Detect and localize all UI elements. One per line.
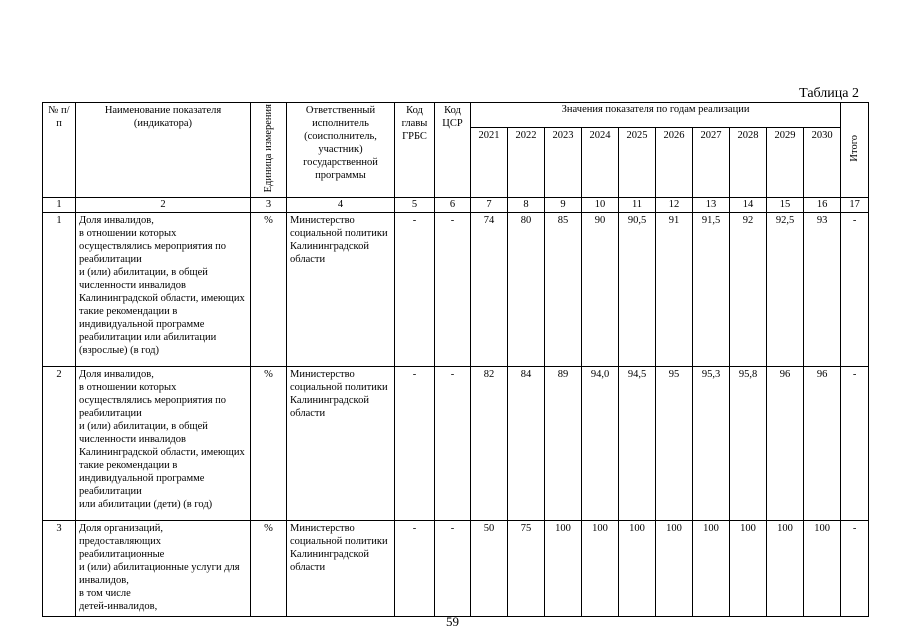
row-grbs: - — [395, 213, 435, 367]
row-value: 100 — [656, 521, 693, 617]
column-number: 16 — [804, 198, 841, 213]
row-value: 82 — [471, 367, 508, 521]
row-value: 96 — [804, 367, 841, 521]
column-number: 7 — [471, 198, 508, 213]
column-number: 17 — [841, 198, 869, 213]
table-row — [43, 213, 869, 367]
row-csr: - — [435, 367, 471, 521]
row-value: 100 — [619, 521, 656, 617]
row-total: - — [841, 521, 869, 617]
row-num: 3 — [43, 521, 76, 617]
row-value: 90,5 — [619, 213, 656, 367]
table-row — [43, 521, 869, 617]
row-value: 85 — [545, 213, 582, 367]
indicator-table — [42, 102, 869, 617]
row-indicator-name: Доля организаций, предоставляющих реабилитационные и (или) абилитационные услуги для инвалидов, в том числе детей-инвалидов, — [76, 521, 251, 617]
row-unit: % — [251, 521, 287, 617]
row-value: 92 — [730, 213, 767, 367]
header-year: 2023 — [545, 128, 582, 198]
page-number: 59 — [446, 614, 459, 629]
header-grbs: Код главы ГРБС — [395, 103, 435, 198]
row-value: 89 — [545, 367, 582, 521]
row-value: 100 — [582, 521, 619, 617]
header-year: 2025 — [619, 128, 656, 198]
header-year: 2022 — [508, 128, 545, 198]
column-numbers-row — [43, 198, 869, 213]
header-csr: Код ЦСР — [435, 103, 471, 198]
row-value: 100 — [804, 521, 841, 617]
table-row — [43, 367, 869, 521]
column-number: 2 — [76, 198, 251, 213]
row-value: 94,5 — [619, 367, 656, 521]
column-number: 12 — [656, 198, 693, 213]
table-label: Таблица 2 — [799, 86, 859, 101]
row-value: 50 — [471, 521, 508, 617]
column-number: 6 — [435, 198, 471, 213]
header-year: 2027 — [693, 128, 730, 198]
row-csr: - — [435, 213, 471, 367]
row-value: 100 — [545, 521, 582, 617]
header-name: Наименование показателя (индикатора) — [76, 103, 251, 198]
header-year: 2029 — [767, 128, 804, 198]
row-value: 84 — [508, 367, 545, 521]
row-value: 94,0 — [582, 367, 619, 521]
row-grbs: - — [395, 521, 435, 617]
row-value: 75 — [508, 521, 545, 617]
header-year: 2026 — [656, 128, 693, 198]
row-num: 2 — [43, 367, 76, 521]
row-indicator-name: Доля инвалидов, в отношении которых осуществлялись мероприятия по реабилитации и (или) абилитации, в общей численности инвалидов Калининградской области, имеющих такие рекомендации в индивидуальной программе реабилитации или абилитации (взрослые) (в год) — [76, 213, 251, 367]
column-number: 11 — [619, 198, 656, 213]
row-value: 95,8 — [730, 367, 767, 521]
header-num: № п/п — [43, 103, 76, 198]
row-value: 91,5 — [693, 213, 730, 367]
row-value: 100 — [767, 521, 804, 617]
header-year: 2021 — [471, 128, 508, 198]
header-unit — [251, 103, 287, 198]
column-number: 15 — [767, 198, 804, 213]
row-indicator-name: Доля инвалидов, в отношении которых осуществлялись мероприятия по реабилитации и (или) абилитации, в общей численности инвалидов Калининградской области, имеющих такие рекомендации в индивидуальной программе реабилитации или абилитации (дети) (в год) — [76, 367, 251, 521]
header-year: 2030 — [804, 128, 841, 198]
row-unit: % — [251, 213, 287, 367]
row-value: 91 — [656, 213, 693, 367]
row-value: 93 — [804, 213, 841, 367]
row-csr: - — [435, 521, 471, 617]
row-value: 100 — [693, 521, 730, 617]
row-value: 92,5 — [767, 213, 804, 367]
header-total — [841, 103, 869, 198]
column-number: 13 — [693, 198, 730, 213]
row-executor: Министерство социальной политики Калининградской области — [287, 367, 395, 521]
row-value: 74 — [471, 213, 508, 367]
row-unit: % — [251, 367, 287, 521]
column-number: 8 — [508, 198, 545, 213]
row-value: 90 — [582, 213, 619, 367]
row-num: 1 — [43, 213, 76, 367]
column-number: 5 — [395, 198, 435, 213]
header-row-1 — [43, 103, 869, 128]
row-value: 95,3 — [693, 367, 730, 521]
row-total: - — [841, 213, 869, 367]
header-year: 2028 — [730, 128, 767, 198]
column-number: 3 — [251, 198, 287, 213]
column-number: 14 — [730, 198, 767, 213]
row-executor: Министерство социальной политики Калининградской области — [287, 521, 395, 617]
column-number: 4 — [287, 198, 395, 213]
header-values-group: Значения показателя по годам реализации — [471, 103, 841, 128]
column-number: 9 — [545, 198, 582, 213]
row-value: 96 — [767, 367, 804, 521]
header-unit-text: Единица измерения — [263, 104, 274, 193]
column-number: 10 — [582, 198, 619, 213]
row-value: 95 — [656, 367, 693, 521]
column-number: 1 — [43, 198, 76, 213]
row-total: - — [841, 367, 869, 521]
header-year: 2024 — [582, 128, 619, 198]
row-executor: Министерство социальной политики Калининградской области — [287, 213, 395, 367]
header-executor: Ответственный исполнитель (соисполнитель, участник) государственной программы — [287, 103, 395, 198]
row-grbs: - — [395, 367, 435, 521]
row-value: 80 — [508, 213, 545, 367]
header-total-text: Итого — [849, 134, 861, 162]
row-value: 100 — [730, 521, 767, 617]
